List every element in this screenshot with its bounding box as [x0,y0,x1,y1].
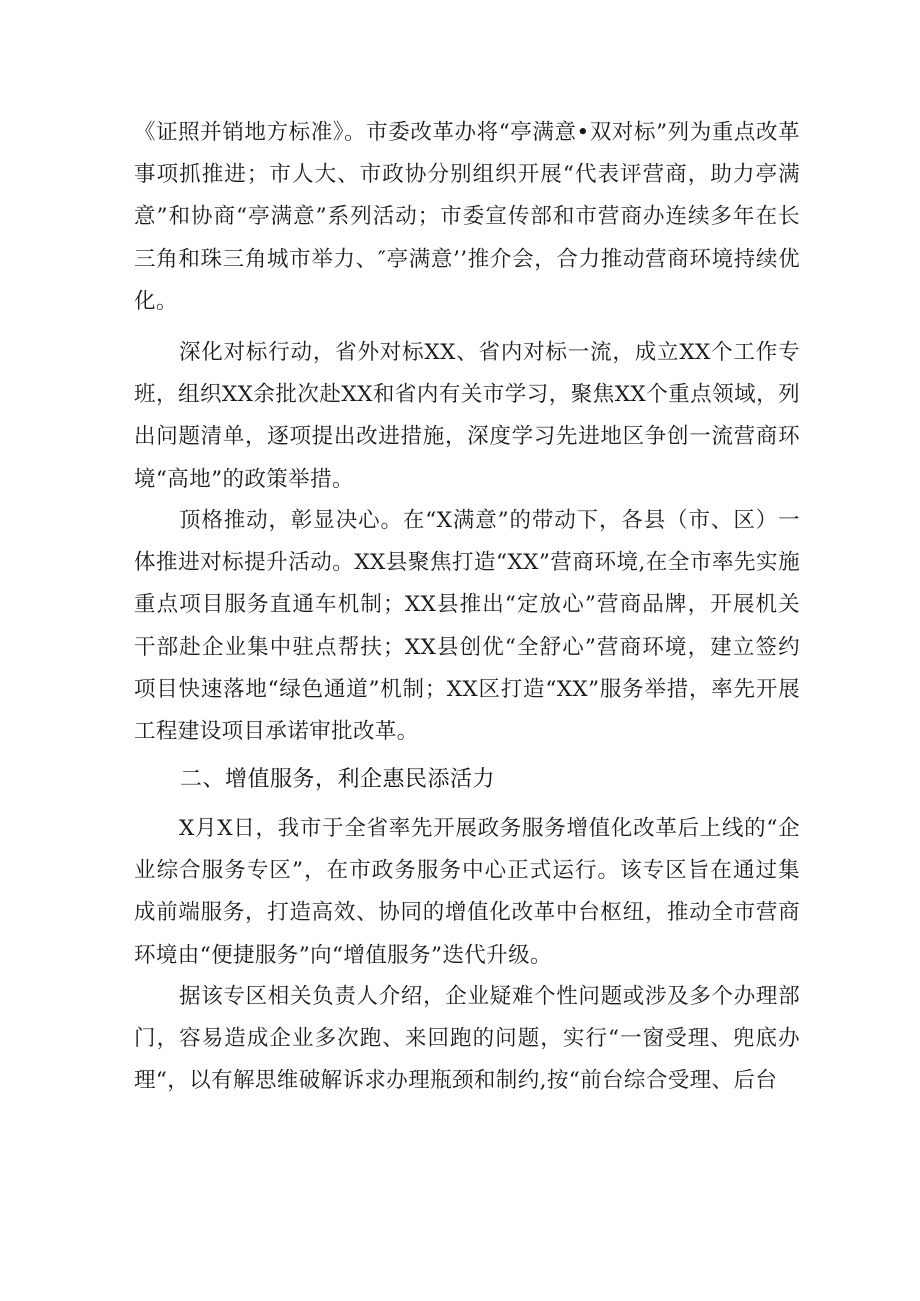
paragraph-one-window-acceptance: 据该专区相关负责人介绍，企业疑难个性问题或涉及多个办理部门，容易造成企业多次跑、来回跑的问题，实行“一窗受理、兜底办理“，以有解思维破解诉求办理瓶颈和制约,按“前台综合受理、后台 [134,984,800,1094]
paragraph-top-level-push: 顶格推动，彰显决心。在“X满意”的带动下，各县（市、区）一体推进对标提升活动。XX县聚焦打造“XX”营商环境,在全市率先实施重点项目服务直通车机制；XX县推出“定放心”营商品牌，开展机关干部赴企业集中驻点帮扶；XX县创优“全舒心”营商环境，建立签约项目快速落地“绿色通道”机制；XX区打造“XX”服务举措，率先开展工程建设项目承诺审批改革。 [134,508,800,745]
section-heading-value-added-service: 二、增值服务，利企惠民添活力 [180,767,496,792]
paragraph-standards-and-promotion: 《证照并销地方标准》。市委改革办将“亭满意•双对标”列为重点改革事项抓推进；市人大、市政协分别组织开展“代表评营商，助力亭满意”和协商“亭满意”系列活动；市委宣传部和市营商办连续多年在长三角和珠三角城市举力、″亭满意’’推介会，合力推动营商环境持续优化。 [134,120,800,314]
paragraph-benchmarking-action: 深化对标行动，省外对标XX、省内对标一流，成立XX个工作专班，组织XX余批次赴XX和省内有关市学习，聚焦XX个重点领域，列出问题清单，逐项提出改进措施，深度学习先进地区争创一流营商环境“高地”的政策举措。 [134,340,800,492]
paragraph-enterprise-service-zone: X月X日，我市于全省率先开展政务服务增值化改革后上线的“企业综合服务专区”，在市政务服务中心正式运行。该专区旨在通过集成前端服务，打造高效、协同的增值化改革中台枢纽，推动全市营商环境由“便捷服务”向“增值服务”迭代升级。 [134,816,800,968]
